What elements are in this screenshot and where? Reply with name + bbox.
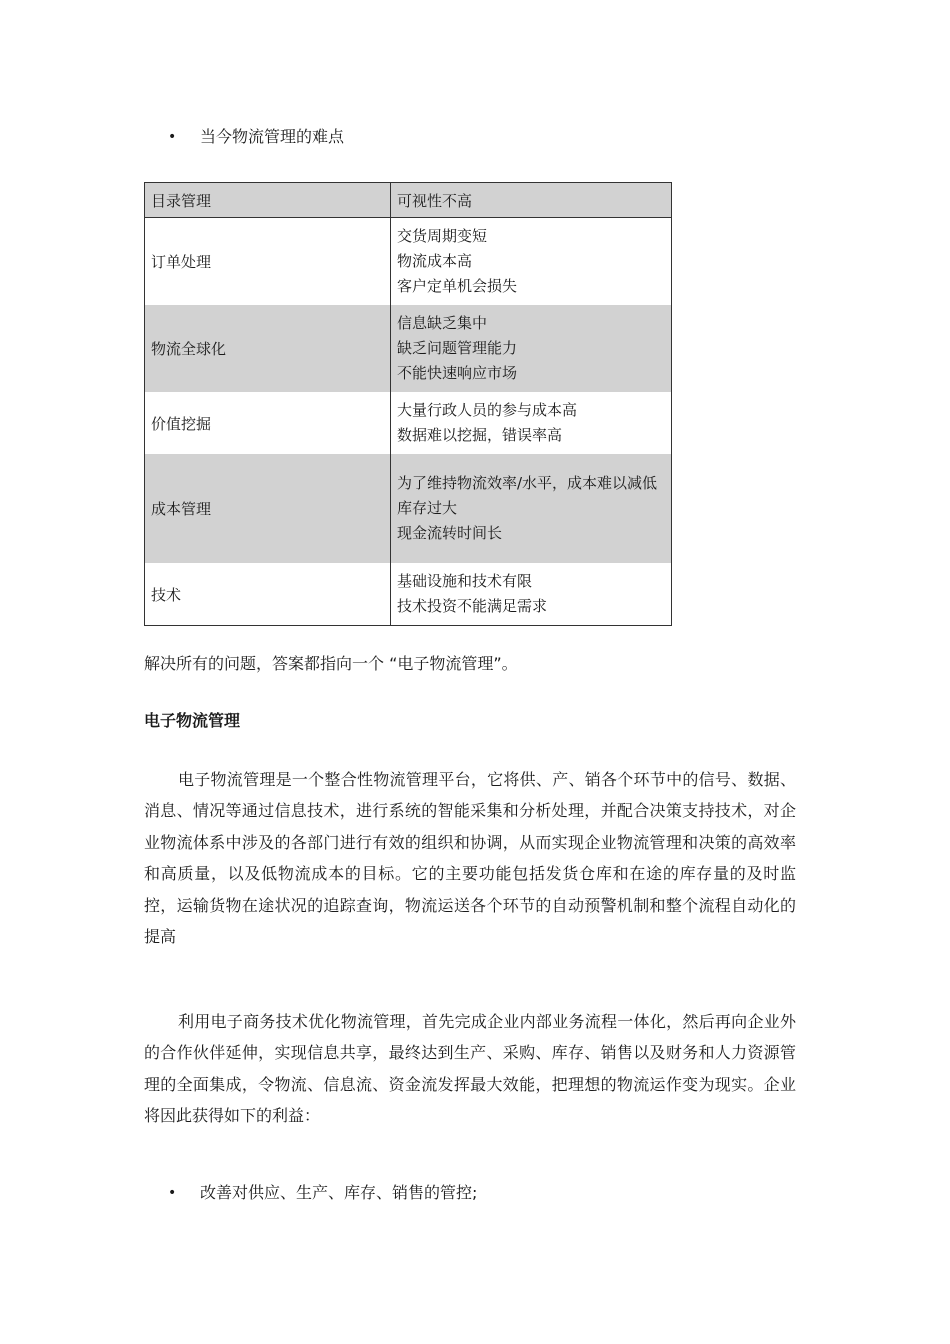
benefit-bullet-text: 改善对供应、生产、库存、销售的管控;	[200, 1183, 478, 1202]
table-item: 交货周期变短	[397, 227, 488, 245]
table-cell-items	[391, 392, 672, 454]
table-item: 客户定单机会损失	[397, 277, 518, 295]
table-cell-items	[391, 305, 672, 392]
table-header-cell: 目录管理	[145, 183, 391, 218]
difficulties-table	[144, 182, 672, 626]
table-cell-items	[391, 563, 672, 626]
table-row	[145, 392, 672, 454]
table-cell-category: 技术	[145, 563, 391, 626]
table-row	[145, 563, 672, 626]
table-item: 技术投资不能满足需求	[397, 597, 548, 615]
table-row	[145, 218, 672, 306]
table-row	[145, 305, 672, 392]
table-body	[145, 218, 672, 626]
bullet-icon: •	[168, 129, 177, 145]
table-item: 大量行政人员的参与成本高	[397, 401, 578, 419]
table-item: 基础设施和技术有限	[397, 572, 533, 590]
body-paragraph: 电子物流管理是一个整合性物流管理平台，它将供、产、销各个环节中的信号、数据、消息、情况等通过信息技术，进行系统的智能采集和分析处理，并配合决策支持技术，对企业物流体系中涉及的各部门进行有效的组织和协调，从而实现企业物流管理和决策的高效率和高质量，以及低物流成本的目标。它的主要功能包括发货仓库和在途的库存量的及时监控，运输货物在途状况的追踪查询，物流运送各个环节的自动预警机制和整个流程自动化的提高	[144, 770, 796, 947]
intro-bullet-item	[168, 126, 344, 148]
bullet-icon: •	[168, 1185, 177, 1201]
conclusion-text: 解决所有的问题，答案都指向一个 “电子物流管理”。	[144, 654, 518, 673]
table-cell-items	[391, 454, 672, 563]
section-heading: 电子物流管理	[144, 711, 241, 730]
intro-bullet-text: 当今物流管理的难点	[200, 127, 345, 146]
table-header-cell: 可视性不高	[391, 183, 672, 218]
table-cell-category: 成本管理	[145, 454, 391, 563]
benefit-bullet-item	[168, 1182, 477, 1204]
table-item: 现金流转时间长	[397, 524, 503, 542]
body-paragraph: 利用电子商务技术优化物流管理，首先完成企业内部业务流程一体化，然后再向企业外的合作伙伴延伸，实现信息共享，最终达到生产、采购、库存、销售以及财务和人力资源管理的全面集成，令物流、信息流、资金流发挥最大效能，把理想的物流运作变为现实。企业将因此获得如下的利益：	[144, 1012, 796, 1126]
table-item: 库存过大	[397, 499, 458, 517]
table-item: 不能快速响应市场	[397, 364, 518, 382]
table-row	[145, 454, 672, 563]
table-item: 信息缺乏集中	[397, 314, 488, 332]
table-cell-category: 物流全球化	[145, 305, 391, 392]
table-item: 缺乏问题管理能力	[397, 339, 518, 357]
table-cell-category: 价值挖掘	[145, 392, 391, 454]
table-header-row	[145, 183, 672, 218]
table-cell-category: 订单处理	[145, 218, 391, 306]
table-item: 为了维持物流效率/水平，成本难以减低	[397, 474, 658, 492]
table-item: 物流成本高	[397, 252, 473, 270]
table-item: 数据难以挖掘，错误率高	[397, 426, 563, 444]
table-cell-items	[391, 218, 672, 306]
